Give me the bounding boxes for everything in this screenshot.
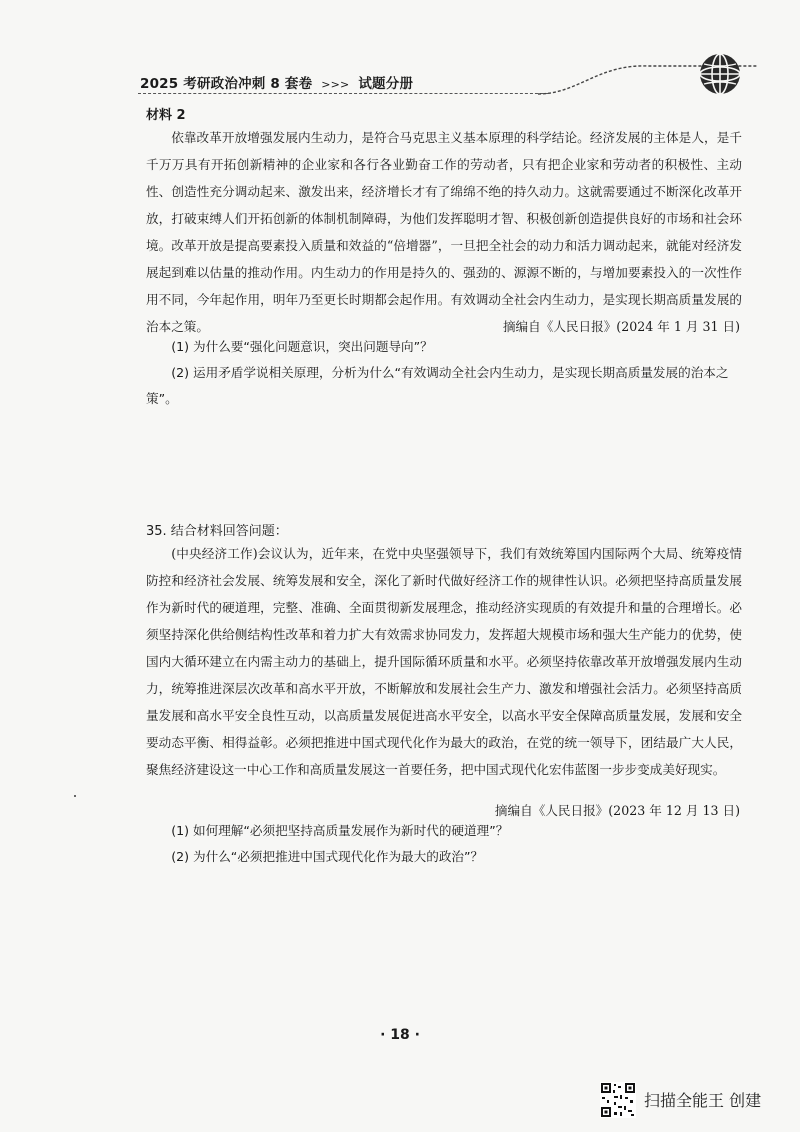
page-number: · 18 ·: [380, 1027, 420, 1043]
qr-code-icon: [600, 1082, 636, 1118]
header-subtitle: 试题分册: [358, 76, 414, 92]
question-35-material: (中央经济工作)会议认为，近年来，在党中央坚强领导下，我们有效统筹国内国际两个大局、统筹疫情防控和经济社会发展、统筹发展和安全，深化了新时代做好经济工作的规律性认识。必须把坚持高质量发展作为新时代的硬道理，完整、准确、全面贯彻新发展理念，推动经济实现质的有效提升和量的合理增长。必须坚持深化供给侧结构性改革和着力扩大有效需求协同发力，发挥超大规模市场和强大生产能力的优势，使国内大循环建立在内需主动力的基础上，提升国际循环质量和水平。必须坚持依靠改革开放增强发展内生动力，统筹推进深层次改革和高水平开放，不断解放和发展社会生产力、激发和增强社会活力。必须坚持高质量发展和高水平安全良性互动，以高质量发展促进高水平安全，以高水平安全保障高质量发展，发展和安全要动态平衡、相得益彰。必须把推进中国式现代化作为最大的政治，在党的统一领导下，团结最广大人民，聚焦经济建设这一中心工作和高质量发展这一首要任务，把中国式现代化宏伟蓝图一步步变成美好现实。: [146, 546, 742, 777]
material-2-question-2: (2) 运用矛盾学说相关原理，分析为什么“有效调动全社会内生动力，是实现长期高质量发展的治本之策”。: [146, 365, 729, 406]
header-arrows: >>>: [321, 78, 350, 91]
question-35-sub-2: (2) 为什么“必须把推进中国式现代化作为最大的政治”？: [171, 849, 484, 864]
scanner-watermark: 扫描全能王 创建: [644, 1091, 762, 1110]
globe-logo-icon: [698, 52, 742, 96]
question-35-source: 摘编自《人民日报》(2023 年 12 月 13 日): [494, 803, 740, 818]
material-2-question-1: (1) 为什么要“强化问题意识，突出问题导向”？: [171, 339, 433, 354]
question-35-heading: 35. 结合材料回答问题：: [146, 524, 288, 539]
material-2-label: 材料 2: [146, 108, 186, 123]
header-divider: [138, 93, 548, 94]
material-2-body: 依靠改革开放增强发展内生动力，是符合马克思主义基本原理的科学结论。经济发展的主体是人，是千千万万具有开拓创新精神的企业家和各行各业勤奋工作的劳动者，只有把企业家和劳动者的积极性、主动性、创造性充分调动起来、激发出来，经济增长才有了绵绵不绝的持久动力。这就需要通过不断深化改革开放，打破束缚人们开拓创新的体制机制障碍，为他们发挥聪明才智、积极创新创造提供良好的市场和社会环境。改革开放是提高要素投入质量和效益的“倍增器”，一旦把全社会的动力和活力调动起来，就能对经济发展起到难以估量的推动作用。内生动力的作用是持久的、强劲的、源源不断的，与增加要素投入的一次性作用不同，今年起作用，明年乃至更长时期都会起作用。有效调动全社会内生动力，是实现长期高质量发展的治本之策。: [146, 130, 742, 334]
header-title: 2025 考研政治冲刺 8 套卷: [140, 76, 313, 92]
running-header: [140, 72, 413, 92]
scan-speck: [74, 795, 76, 797]
question-35-sub-1: (1) 如何理解“必须把坚持高质量发展作为新时代的硬道理”？: [171, 823, 509, 838]
material-2-source: 摘编自《人民日报》(2024 年 1 月 31 日): [502, 319, 740, 334]
